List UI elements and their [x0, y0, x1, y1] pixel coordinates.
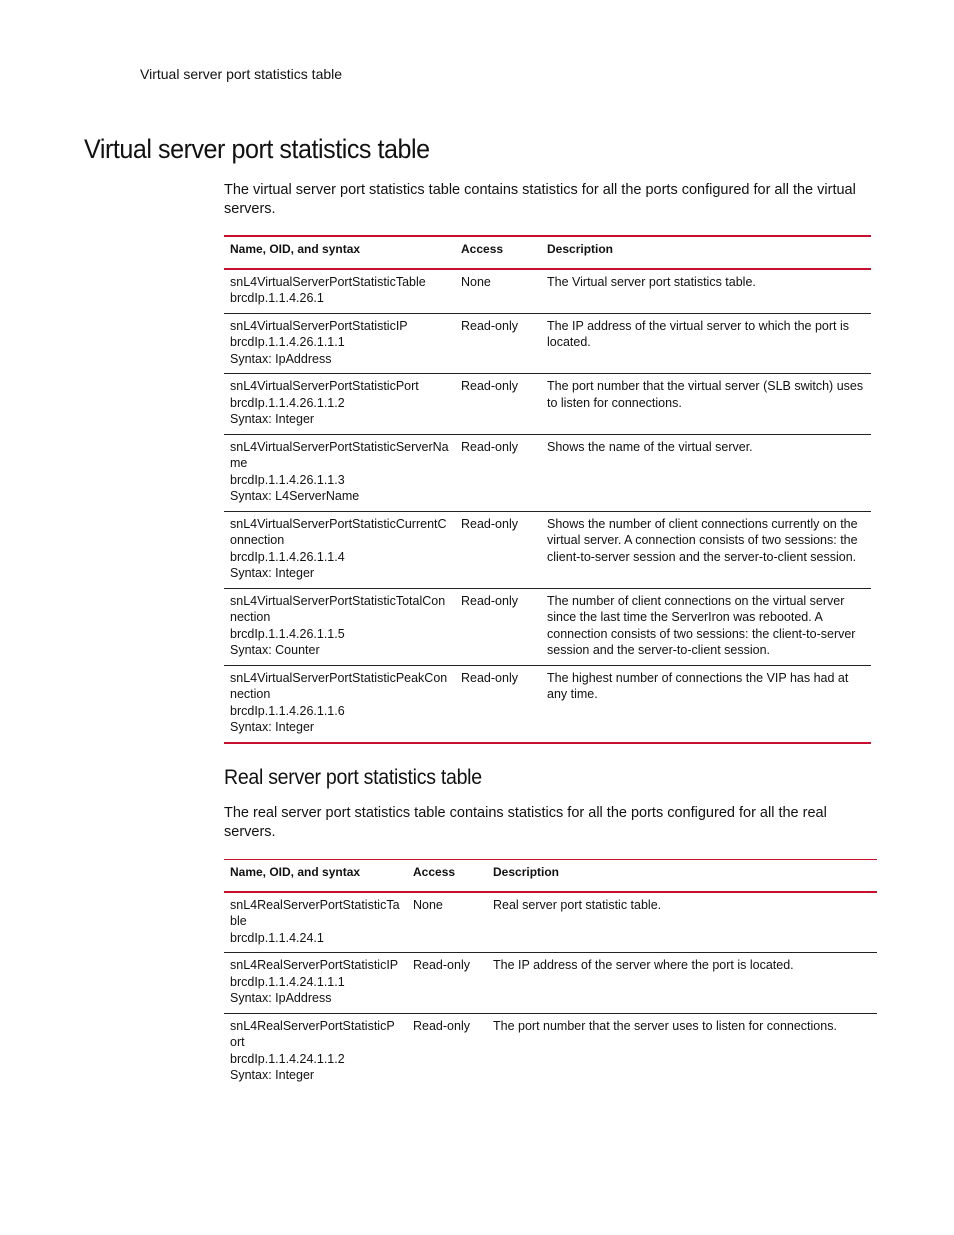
access-cell: None — [407, 892, 487, 953]
table-row — [224, 434, 871, 511]
description-cell: Shows the name of the virtual server. — [541, 434, 871, 511]
description-cell: The port number that the server uses to listen for connections. — [493, 1018, 837, 1033]
object-oid: brcdIp.1.1.4.26.1.1.2 — [230, 395, 345, 410]
object-oid: brcdIp.1.1.4.26.1.1.3 — [230, 472, 345, 487]
column-header-description: Description — [541, 236, 871, 269]
object-name: snL4RealServerPortStatisticPort — [230, 1018, 395, 1049]
table-row — [224, 1013, 877, 1090]
real-server-port-statistics-table — [224, 859, 877, 1090]
table-row — [224, 892, 877, 953]
object-name: snL4VirtualServerPortStatisticServerName — [230, 439, 449, 470]
name-oid-cell — [224, 511, 455, 588]
object-oid: brcdIp.1.1.4.26.1 — [230, 291, 324, 305]
table-header-row — [224, 236, 871, 269]
object-name: snL4RealServerPortStatisticIP — [230, 958, 399, 972]
table-row — [224, 953, 877, 1014]
access-cell: Read-only — [455, 313, 541, 374]
name-oid-cell — [224, 665, 455, 743]
access-cell: Read-only — [407, 953, 487, 1014]
object-name: snL4VirtualServerPortStatisticPeakConnection — [230, 670, 448, 701]
description-cell: The IP address of the server where the port is located. — [487, 953, 877, 1014]
table-row — [224, 588, 871, 665]
column-header-access: Access — [407, 860, 487, 892]
object-oid: brcdIp.1.1.4.26.1.1.4 — [230, 549, 345, 564]
section-title-virtual-server-port-statistics: Virtual server port statistics table — [84, 134, 430, 164]
table-row — [224, 665, 871, 743]
object-name: snL4VirtualServerPortStatisticPort — [230, 379, 419, 393]
column-header-access: Access — [455, 236, 541, 269]
column-header-name: Name, OID, and syntax — [224, 860, 407, 892]
description-cell: The highest number of connections the VIP has had at any time. — [541, 665, 871, 743]
access-cell: Read-only — [455, 588, 541, 665]
name-oid-cell — [224, 1013, 407, 1090]
name-oid-cell — [224, 588, 455, 665]
description-cell: The port number that the virtual server (SLB switch) uses to listen for connections. — [541, 374, 871, 435]
section-title-real-server-port-statistics: Real server port statistics table — [224, 766, 482, 789]
object-syntax: Syntax: IpAddress — [230, 351, 332, 366]
object-oid: brcdIp.1.1.4.24.1 — [230, 930, 324, 945]
object-syntax: Syntax: IpAddress — [230, 991, 332, 1005]
table-row — [224, 269, 871, 314]
access-cell: None — [455, 269, 541, 314]
object-oid: brcdIp.1.1.4.24.1.1.2 — [230, 1051, 345, 1066]
name-oid-cell — [224, 374, 455, 435]
object-syntax: Syntax: L4ServerName — [230, 489, 360, 503]
access-cell: Read-only — [455, 374, 541, 435]
object-oid: brcdIp.1.1.4.26.1.1.1 — [230, 335, 345, 349]
object-oid: brcdIp.1.1.4.26.1.1.5 — [230, 626, 345, 641]
table-row — [224, 313, 871, 374]
access-cell: Read-only — [455, 665, 541, 743]
description-cell: The IP address of the virtual server to which the port is located. — [541, 313, 871, 374]
table-row — [224, 511, 871, 588]
object-name: snL4VirtualServerPortStatisticIP — [230, 318, 408, 333]
description-cell: The number of client connections on the virtual server since the last time the ServerIron was rebooted. A connection consists of two sessions: the client-to-server session and the server-to-client session. — [541, 588, 871, 665]
object-name: snL4VirtualServerPortStatisticTable — [230, 274, 426, 289]
section-intro-virtual: The virtual server port statistics table contains statistics for all the ports configured for all the virtual servers. — [224, 182, 856, 217]
object-syntax: Syntax: Integer — [230, 412, 315, 426]
object-name: snL4VirtualServerPortStatisticCurrentConnection — [230, 516, 447, 547]
table-row — [224, 374, 871, 435]
running-header: Virtual server port statistics table — [140, 66, 343, 82]
virtual-server-port-statistics-table — [224, 235, 871, 744]
column-header-name: Name, OID, and syntax — [224, 236, 455, 269]
name-oid-cell — [224, 313, 455, 374]
object-name: snL4RealServerPortStatisticTable — [230, 897, 400, 928]
object-syntax: Syntax: Integer — [230, 720, 315, 734]
section-intro-real: The real server port statistics table contains statistics for all the ports configured for all the real servers. — [224, 805, 827, 840]
object-name: snL4VirtualServerPortStatisticTotalConnection — [230, 593, 446, 624]
object-syntax: Syntax: Counter — [230, 643, 320, 657]
name-oid-cell — [224, 953, 407, 1014]
name-oid-cell — [224, 269, 455, 314]
description-cell: Shows the number of client connections currently on the virtual server. A connection consists of two sessions: the client-to-server session and the server-to-client session. — [541, 511, 871, 588]
name-oid-cell — [224, 892, 407, 953]
object-oid: brcdIp.1.1.4.26.1.1.6 — [230, 703, 345, 718]
name-oid-cell — [224, 434, 455, 511]
column-header-description: Description — [487, 860, 877, 892]
object-syntax: Syntax: Integer — [230, 1068, 315, 1082]
access-cell: Read-only — [413, 1018, 470, 1033]
access-cell: Read-only — [455, 511, 541, 588]
description-cell: The Virtual server port statistics table. — [541, 269, 871, 314]
description-cell: Real server port statistic table. — [487, 892, 877, 953]
object-oid: brcdIp.1.1.4.24.1.1.1 — [230, 974, 345, 989]
object-syntax: Syntax: Integer — [230, 566, 315, 580]
table-header-row — [224, 860, 877, 892]
access-cell: Read-only — [455, 434, 541, 511]
